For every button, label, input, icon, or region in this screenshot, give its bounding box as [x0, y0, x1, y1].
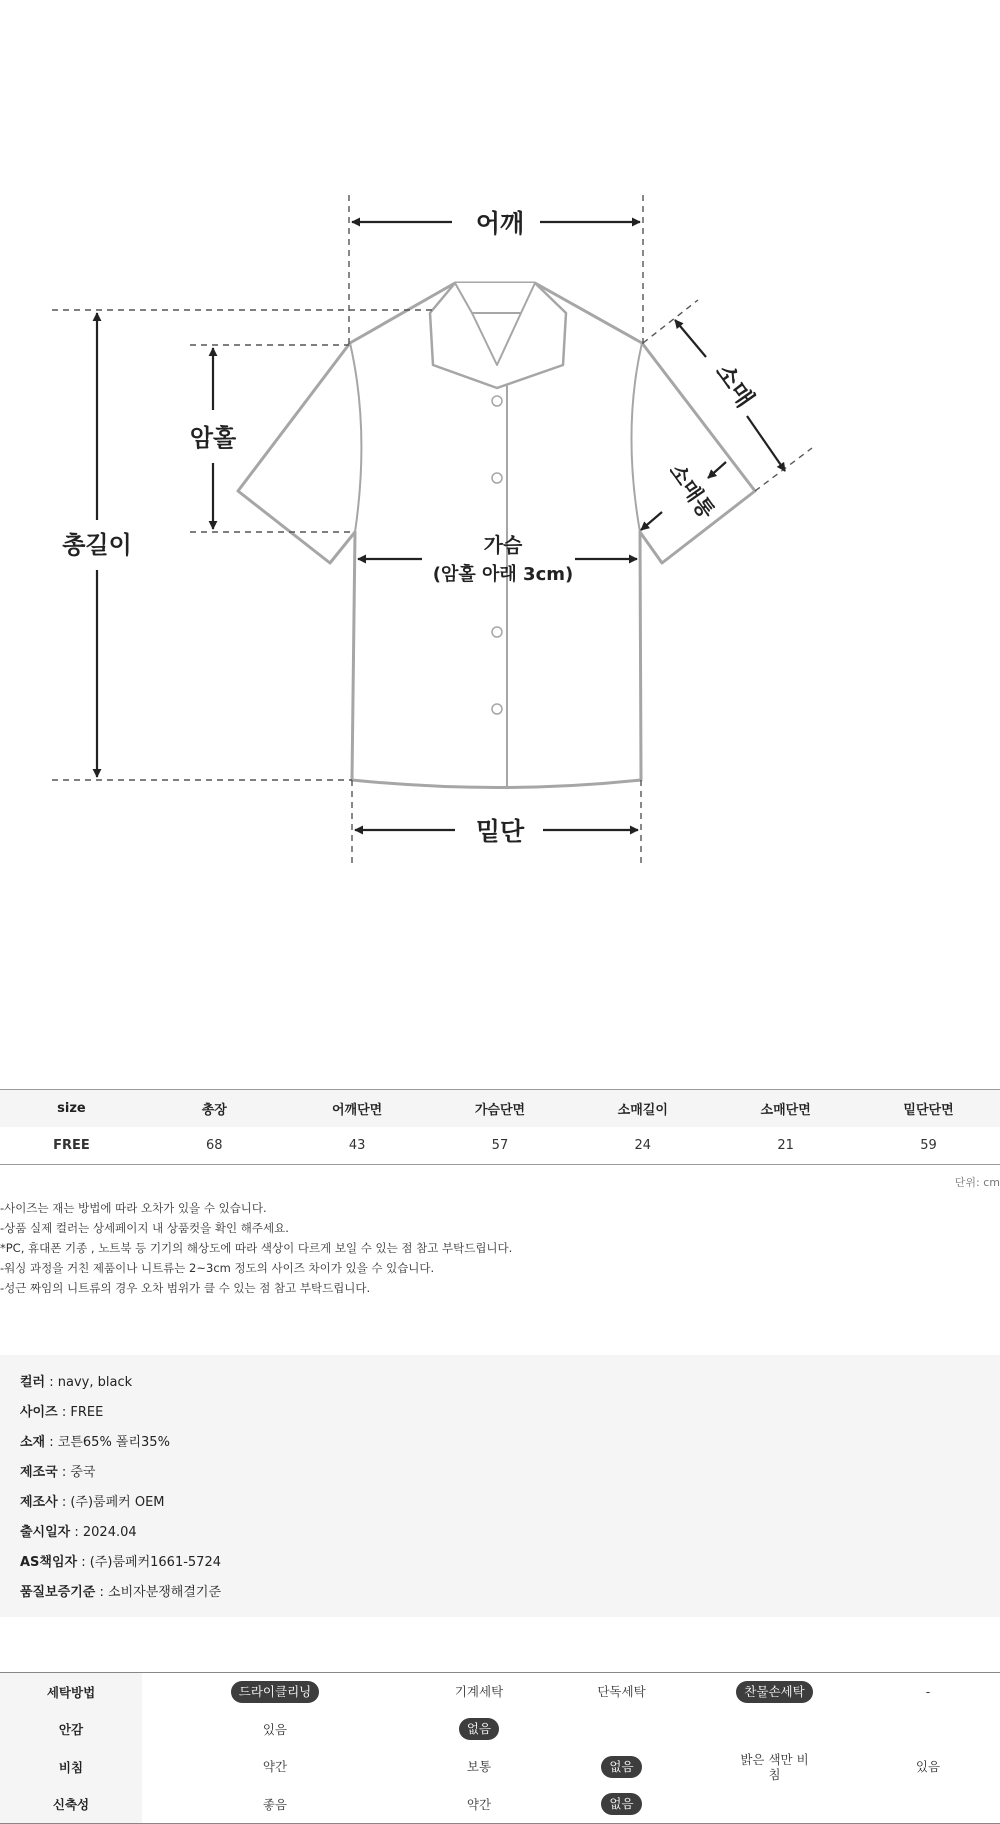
- option-text: 기계세탁: [454, 1684, 504, 1700]
- product-info-box: [0, 1355, 1000, 1617]
- care-option: [408, 1786, 550, 1824]
- care-option: [550, 1673, 693, 1711]
- option-text: 약간: [262, 1759, 288, 1775]
- care-table: [0, 1672, 1000, 1824]
- notes-list: [0, 1198, 512, 1298]
- cell-shoulder: 43: [348, 1138, 366, 1153]
- label-armhole: 암홀: [189, 424, 237, 452]
- care-option: [856, 1673, 1000, 1711]
- label-chest: 가슴: [483, 533, 523, 557]
- option-text: 약간: [466, 1796, 492, 1812]
- cell-sleeve-width: 21: [777, 1138, 794, 1153]
- col-total-length: 총장: [201, 1103, 227, 1118]
- care-row-stretch: [0, 1786, 1000, 1824]
- info-label: 제조국: [20, 1465, 58, 1480]
- info-value: navy, black: [57, 1375, 133, 1390]
- note-item: -워싱 과정을 거친 제품이나 니트류는 2~3cm 정도의 사이즈 차이가 있을 수 있습니다.: [0, 1261, 435, 1275]
- care-row-label: 신축성: [0, 1786, 142, 1824]
- cell-chest: 57: [491, 1138, 509, 1153]
- info-label: 제조사: [20, 1495, 58, 1510]
- col-size: size: [57, 1101, 86, 1116]
- size-table: [0, 1089, 1000, 1165]
- info-maker: 제조사 : (주)룸페커 OEM: [20, 1495, 165, 1510]
- info-warranty: 품질보증기준 : 소비자분쟁해결기준: [20, 1585, 222, 1600]
- label-sleeve: 소매: [709, 358, 760, 413]
- info-value: 코튼65% 폴리35%: [57, 1435, 170, 1450]
- cell-sleeve-length: 24: [634, 1138, 652, 1153]
- note-item: -성근 짜임의 니트류의 경우 오차 범위가 클 수 있는 점 참고 부탁드립니다.: [0, 1281, 371, 1295]
- info-color: 컬러 : navy, black: [20, 1375, 133, 1390]
- size-table-header: [0, 1090, 1000, 1128]
- care-option: [142, 1748, 408, 1786]
- selected-badge: 드라이클리닝: [231, 1681, 319, 1703]
- info-label: 사이즈: [20, 1405, 58, 1420]
- option-text: 있음: [262, 1721, 288, 1737]
- care-row-label: 비침: [0, 1748, 142, 1786]
- col-sleeve-length: 소매길이: [617, 1103, 668, 1118]
- note-item: -사이즈는 재는 방법에 따라 오차가 있을 수 있습니다.: [0, 1201, 267, 1215]
- info-value: FREE: [70, 1405, 104, 1420]
- col-hem: 밑단단면: [903, 1103, 954, 1118]
- unit-label: 단위: cm: [954, 1176, 1000, 1189]
- info-country: 제조국 : 중국: [20, 1465, 96, 1480]
- note-item: -상품 실제 컬러는 상세페이지 내 상품컷을 확인 해주세요.: [0, 1221, 289, 1235]
- cell-total-length: 68: [205, 1138, 223, 1153]
- option-text: 있음: [915, 1759, 941, 1775]
- selected-badge: 없음: [459, 1718, 499, 1740]
- option-text: 좋음: [262, 1796, 288, 1812]
- info-label: 소재: [20, 1435, 46, 1450]
- col-sleeve-width: 소매단면: [760, 1103, 811, 1118]
- label-shoulder: 어깨: [475, 209, 525, 238]
- info-material: 소재 : 코튼65% 폴리35%: [20, 1435, 170, 1450]
- care-option: [693, 1786, 856, 1824]
- info-label: AS책임자: [20, 1555, 78, 1570]
- note-item: *PC, 휴대폰 기종 , 노트북 등 기기의 해상도에 따라 색상이 다르게 보일 수 있는 점 참고 부탁드립니다.: [0, 1241, 513, 1255]
- care-row-lining: [0, 1711, 1000, 1749]
- cell-size: FREE: [53, 1138, 90, 1153]
- label-chest-note: (암홀 아래 3cm): [432, 564, 574, 585]
- cell-hem: 59: [920, 1138, 937, 1153]
- care-option: [408, 1748, 550, 1786]
- info-value: (주)룸페커1661-5724: [89, 1555, 222, 1570]
- label-sleeve-width: 소매통: [664, 459, 720, 523]
- info-value: 2024.04: [82, 1525, 137, 1540]
- table-row: [0, 1127, 1000, 1165]
- info-as: AS책임자 : (주)룸페커1661-5724: [20, 1555, 222, 1570]
- care-option: [142, 1673, 408, 1711]
- option-text: 밝은 색만 비침: [740, 1751, 809, 1782]
- care-option: [142, 1711, 408, 1749]
- info-release: 출시일자 : 2024.04: [20, 1525, 137, 1540]
- care-option: [408, 1673, 550, 1711]
- care-row-label: 세탁방법: [0, 1673, 142, 1711]
- care-option: [550, 1711, 693, 1749]
- label-total-length: 총길이: [62, 531, 132, 559]
- care-option: [550, 1748, 693, 1786]
- care-option: [693, 1748, 856, 1786]
- info-value: 소비자분쟁해결기준: [108, 1585, 222, 1600]
- selected-badge: 없음: [601, 1756, 641, 1778]
- selected-badge: 없음: [601, 1793, 641, 1815]
- info-value: (주)룸페커 OEM: [70, 1495, 165, 1510]
- option-text: 보통: [466, 1759, 492, 1775]
- care-option: [693, 1711, 856, 1749]
- care-row-label: 안감: [0, 1711, 142, 1749]
- info-label: 출시일자: [20, 1525, 71, 1540]
- care-option: [856, 1748, 1000, 1786]
- care-option: [856, 1711, 1000, 1749]
- care-option: [550, 1786, 693, 1824]
- info-value: 중국: [70, 1465, 96, 1480]
- info-label: 품질보증기준: [20, 1585, 96, 1600]
- care-option: [693, 1673, 856, 1711]
- col-shoulder: 어깨단면: [331, 1103, 383, 1118]
- care-option: [408, 1711, 550, 1749]
- selected-badge: 찬물손세탁: [736, 1681, 812, 1703]
- info-size: 사이즈 : FREE: [20, 1405, 104, 1420]
- info-label: 컬러: [20, 1375, 46, 1390]
- care-option: [856, 1786, 1000, 1824]
- care-row-sheer: [0, 1748, 1000, 1786]
- care-option: [142, 1786, 408, 1824]
- option-text: -: [925, 1684, 931, 1700]
- label-hem: 밑단: [475, 817, 525, 846]
- care-row-wash: [0, 1673, 1000, 1711]
- col-chest: 가슴단면: [474, 1103, 526, 1118]
- option-text: 단독세탁: [597, 1684, 646, 1700]
